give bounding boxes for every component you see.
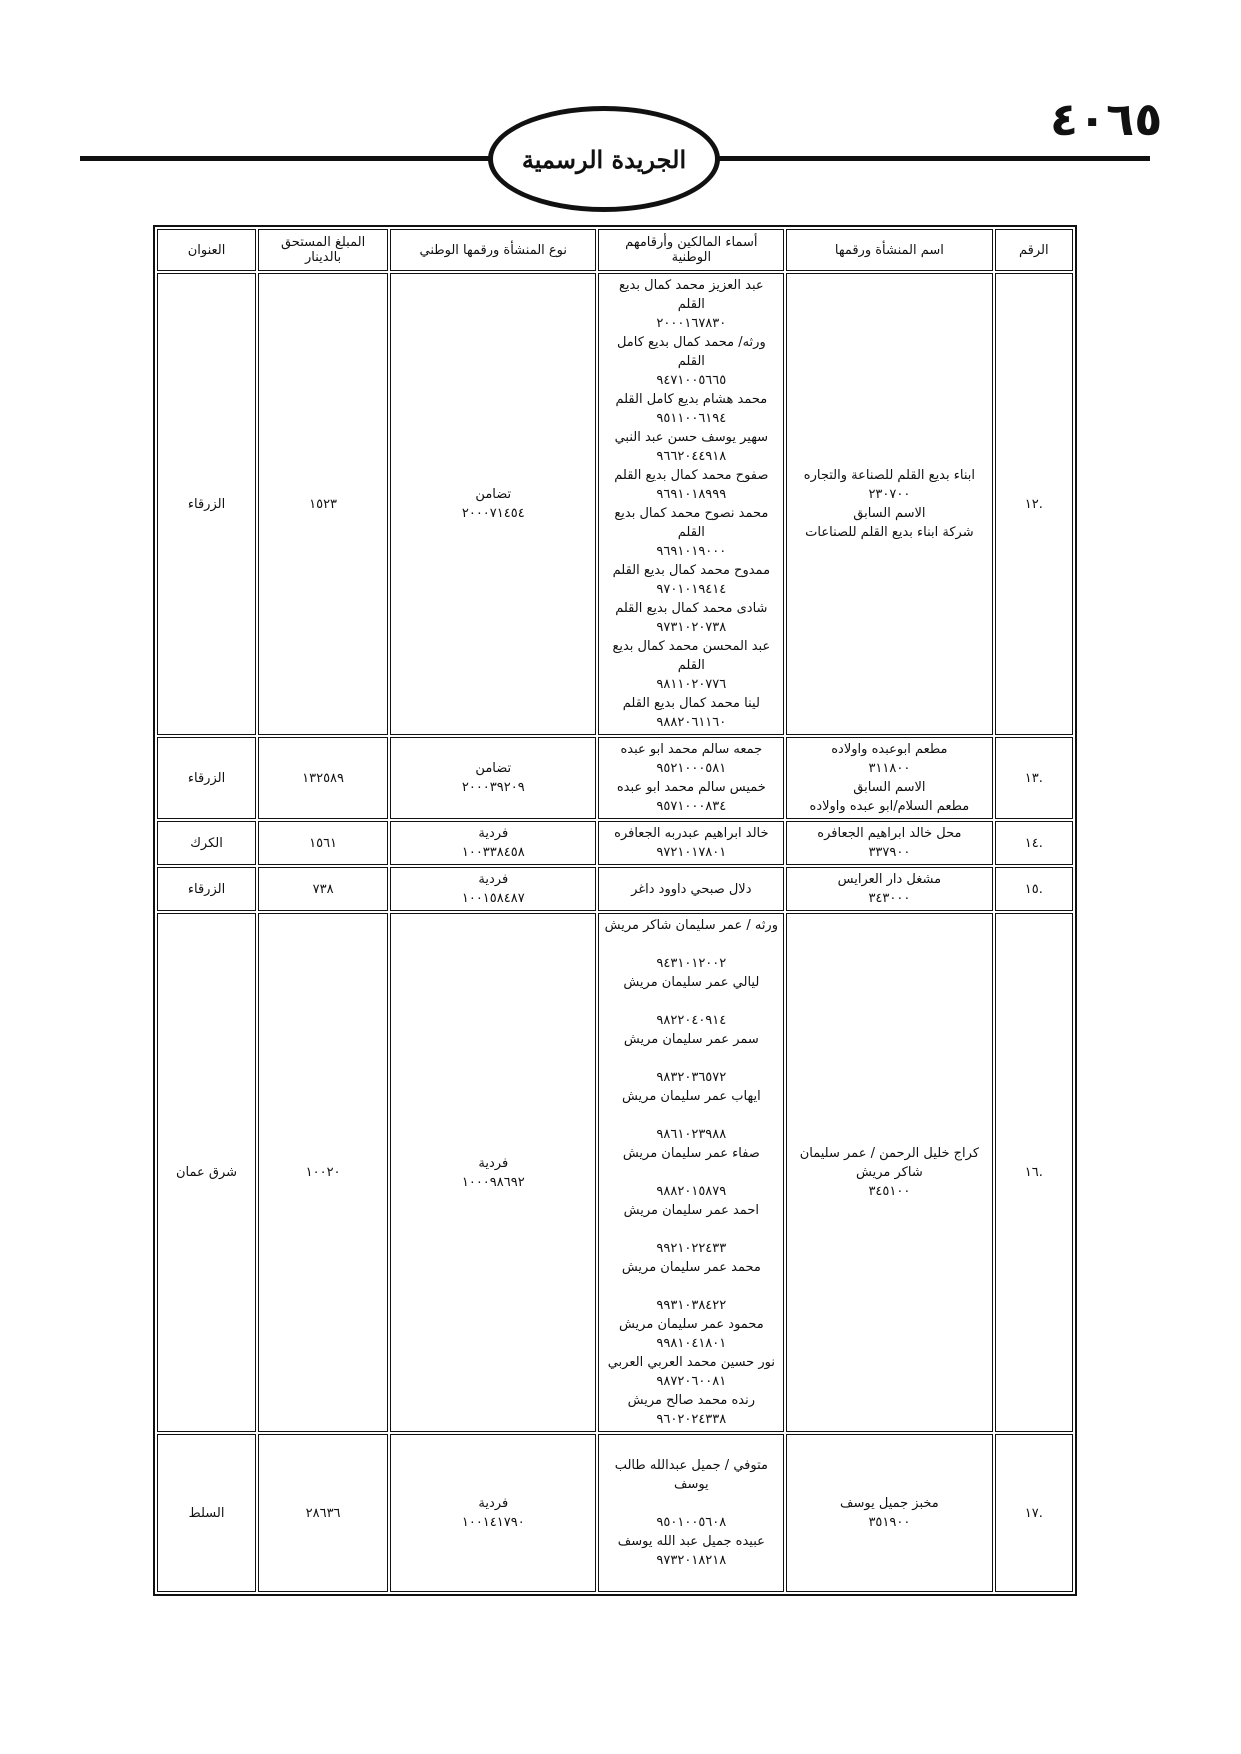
- spacer: [603, 1106, 779, 1125]
- owner-national-id: ٩٩٢١٠٢٢٤٣٣: [656, 1241, 727, 1256]
- owner-name: ممدوح محمد كمال بديع القلم: [612, 563, 771, 578]
- establishment-line: مشغل دار العرايس: [837, 872, 942, 887]
- address: السلط: [188, 1505, 225, 1521]
- cell-amount: [258, 1434, 388, 1592]
- owner-name: نور حسين محمد العربي العربي: [607, 1355, 775, 1370]
- table-row: [157, 913, 1073, 1432]
- owner-name: سمر عمر سليمان مريش: [623, 1032, 759, 1047]
- owner-national-id: ٩٥١١٠٠٦١٩٤: [656, 411, 727, 426]
- owner-national-id: ٩٨٣٢٠٣٦٥٧٢: [656, 1070, 727, 1085]
- owner-name: خميس سالم محمد ابو عبده: [616, 780, 766, 795]
- owner-name: شادى محمد كمال بديع القلم: [615, 601, 768, 616]
- table-row: [157, 821, 1073, 865]
- owner-national-id: ٩٩٣١٠٣٨٤٢٢: [656, 1298, 727, 1313]
- cell-owners: [598, 737, 784, 819]
- table-row: [157, 273, 1073, 735]
- cell-type: [390, 273, 596, 735]
- owner-name: عبد المحسن محمد كمال بديع القلم: [612, 639, 771, 673]
- owner-name: احمد عمر سليمان مريش: [623, 1203, 759, 1218]
- cell-number: [995, 913, 1073, 1432]
- establishment-line: مطعم ابوعبده واولاده: [831, 742, 948, 757]
- owner-name: ليالي عمر سليمان مريش: [623, 975, 760, 990]
- header-amount: المبلغ المستحق بالدينار: [258, 229, 388, 271]
- masthead-title: الجريدة الرسمية: [521, 144, 687, 174]
- header-number: الرقم: [995, 229, 1073, 271]
- owner-national-id: ٩٦٩١٠١٨٩٩٩: [656, 487, 727, 502]
- cell-address: [157, 737, 256, 819]
- spacer: [603, 1220, 779, 1239]
- cell-number: [995, 737, 1073, 819]
- cell-type: [390, 737, 596, 819]
- cell-type: [390, 913, 596, 1432]
- row-number: .١٣: [1024, 770, 1043, 786]
- cell-owners: [598, 913, 784, 1432]
- owner-national-id: ٩٧٣١٠٢٠٧٣٨: [656, 620, 727, 635]
- spacer: [603, 1277, 779, 1296]
- cell-amount: [258, 913, 388, 1432]
- table-row: [157, 737, 1073, 819]
- table-row: [157, 867, 1073, 911]
- establishment-line: شركة ابناء بديع القلم للصناعات: [805, 525, 974, 540]
- cell-type: [390, 1434, 596, 1592]
- owner-name: متوفي / جميل عبدالله طالب يوسف: [614, 1458, 768, 1492]
- cell-establishment: [786, 913, 992, 1432]
- establishment-national-id: ١٠٠١٥٨٤٨٧: [461, 891, 525, 906]
- cell-amount: [258, 737, 388, 819]
- owner-name: عبيده جميل عبد الله يوسف: [617, 1534, 765, 1549]
- owner-name: صفوح محمد كمال بديع القلم: [614, 468, 769, 483]
- row-number: .١٧: [1024, 1505, 1043, 1521]
- owner-name: جمعه سالم محمد ابو عبده: [620, 742, 763, 757]
- owner-national-id: ٩٥٧١٠٠٠٨٣٤: [656, 799, 727, 814]
- cell-owners: [598, 273, 784, 735]
- establishment-national-id: ١٠٠٠٩٨٦٩٢: [461, 1174, 525, 1190]
- owner-national-id: ٩٦٠٢٠٢٤٣٣٨: [656, 1412, 727, 1427]
- owner-national-id: ٩٨٨٢٠٦١١٦٠: [656, 715, 727, 730]
- owner-national-id: ٩٨٢٢٠٤٠٩١٤: [656, 1013, 727, 1028]
- table-body: [157, 273, 1073, 1592]
- establishment-line: مطعم السلام/ابو عبده واولاده: [809, 799, 970, 814]
- owner-name: ورثه/ محمد كمال بديع كامل القلم: [616, 335, 766, 369]
- establishment-type: تضامن: [475, 487, 512, 502]
- gazette-masthead: [488, 106, 720, 212]
- cell-type: [390, 867, 596, 911]
- establishment-type: فردية: [478, 1155, 509, 1171]
- owner-name: محمد عمر سليمان مريش: [621, 1260, 761, 1275]
- cell-amount: [258, 867, 388, 911]
- cell-establishment: [786, 1434, 992, 1592]
- row-number: .١٦: [1024, 1165, 1043, 1180]
- establishment-line: ابناء بديع القلم للصناعة والتجاره: [803, 468, 975, 483]
- establishment-line: ٣١١٨٠٠: [868, 761, 911, 776]
- establishment-line: محل خالد ابراهيم الجعافره: [817, 826, 962, 841]
- table-row: [157, 1434, 1073, 1592]
- spacer: [603, 992, 779, 1011]
- amount-due: ١٠٠٢٠: [305, 1165, 341, 1180]
- owner-name: صفاء عمر سليمان مريش: [622, 1146, 760, 1161]
- owner-national-id: ٩٥٠١٠٠٥٦٠٨: [656, 1515, 727, 1530]
- owner-national-id: ٩٦٦٢٠٤٤٩١٨: [656, 449, 727, 464]
- owner-national-id: ٢٠٠٠١٦٧٨٣٠: [656, 316, 727, 331]
- owner-national-id: ٩٤٧١٠٠٥٦٦٥: [656, 373, 727, 388]
- cell-address: [157, 913, 256, 1432]
- owner-name: ورثه / عمر سليمان شاكر مريش: [604, 918, 778, 933]
- owner-national-id: ٩٦٩١٠١٩٠٠٠: [656, 544, 727, 559]
- owner-national-id: ٩٧٣٢٠١٨٢١٨: [656, 1553, 727, 1568]
- establishment-line: ٢٣٠٧٠٠: [868, 487, 911, 502]
- amount-due: ٢٨٦٣٦: [305, 1505, 341, 1521]
- owner-name: سهير يوسف حسن عبد النبي: [614, 430, 769, 445]
- owner-name: لينا محمد كمال بديع القلم: [622, 696, 760, 711]
- amount-due: ١٥٢٣: [309, 496, 338, 512]
- owner-name: محمد هشام بديع كامل القلم: [615, 392, 768, 407]
- establishment-type: تضامن: [475, 761, 512, 776]
- establishments-table: [153, 225, 1077, 1596]
- row-number: .١٤: [1024, 835, 1043, 851]
- owner-name: محمود عمر سليمان مريش: [618, 1317, 764, 1332]
- amount-due: ٧٣٨: [312, 881, 334, 897]
- address: الزرقاء: [187, 496, 226, 512]
- spacer: [603, 1494, 779, 1513]
- header-establishment: اسم المنشأة ورقمها: [786, 229, 992, 271]
- establishment-line: ٣٤٥١٠٠: [868, 1184, 911, 1199]
- establishment-line: ٣٣٧٩٠٠: [868, 845, 911, 860]
- owner-name: عبد العزيز محمد كمال بديع القلم: [619, 278, 764, 312]
- cell-owners: [598, 821, 784, 865]
- row-number: .١٢: [1024, 496, 1043, 512]
- owner-name: محمد نصوح محمد كمال بديع القلم: [614, 506, 769, 540]
- owner-name: رنده محمد صالح مريش: [627, 1393, 755, 1408]
- cell-owners: [598, 1434, 784, 1592]
- cell-address: [157, 273, 256, 735]
- establishment-type: فردية: [478, 1496, 509, 1511]
- cell-number: [995, 273, 1073, 735]
- cell-owners: [598, 867, 784, 911]
- header-address: العنوان: [157, 229, 256, 271]
- owner-national-id: ٩٨٧٢٠٦٠٠٨١: [656, 1374, 727, 1389]
- cell-number: [995, 821, 1073, 865]
- cell-type: [390, 821, 596, 865]
- owner-national-id: ٩٨٦١٠٢٣٩٨٨: [656, 1127, 727, 1142]
- cell-establishment: [786, 867, 992, 911]
- owner-national-id: ٩٨١١٠٢٠٧٧٦: [656, 677, 727, 692]
- establishment-line: كراج خليل الرحمن / عمر سليمان شاكر مريش: [799, 1146, 980, 1180]
- spacer: [603, 1049, 779, 1068]
- owner-name: خالد ابراهيم عبدربه الجعافره: [614, 826, 769, 841]
- spacer: [603, 935, 779, 954]
- owner-national-id: ٩٨٨٢٠١٥٨٧٩: [656, 1184, 727, 1199]
- row-number: .١٥: [1024, 881, 1043, 897]
- cell-address: [157, 1434, 256, 1592]
- establishment-type: فردية: [478, 826, 509, 841]
- owner-national-id: ٩٤٣١٠١٢٠٠٢: [656, 956, 727, 971]
- owner-national-id: ٩٧٠١٠١٩٤١٤: [656, 582, 727, 597]
- establishment-line: الاسم السابق: [853, 780, 926, 795]
- cell-amount: [258, 821, 388, 865]
- table-header-row: [157, 229, 1073, 271]
- amount-due: ١٣٢٥٨٩: [302, 770, 345, 786]
- establishment-type: فردية: [478, 872, 509, 887]
- cell-address: [157, 821, 256, 865]
- owner-national-id: ٩٧٢١٠١٧٨٠١: [656, 845, 727, 860]
- establishment-national-id: ١٠٠٣٣٨٤٥٨: [461, 845, 525, 860]
- establishment-line: مخبز جميل يوسف: [840, 1496, 939, 1511]
- header-owners: أسماء المالكين وأرقامهم الوطنية: [598, 229, 784, 271]
- address: الكرك: [190, 835, 223, 851]
- page-number: ٤٠٦٥: [1050, 92, 1163, 146]
- owner-name: دلال صبحي داوود داغر: [631, 881, 752, 897]
- establishment-line: الاسم السابق: [853, 506, 926, 521]
- establishment-national-id: ١٠٠١٤١٧٩٠: [461, 1515, 525, 1530]
- establishment-line: ٣٤٣٠٠٠: [868, 891, 911, 906]
- amount-due: ١٥٦١: [309, 835, 338, 851]
- establishment-line: ٣٥١٩٠٠: [868, 1515, 911, 1530]
- owner-national-id: ٩٩٨١٠٤١٨٠١: [656, 1336, 727, 1351]
- cell-number: [995, 867, 1073, 911]
- cell-establishment: [786, 273, 992, 735]
- cell-amount: [258, 273, 388, 735]
- cell-address: [157, 867, 256, 911]
- address: الزرقاء: [187, 881, 226, 897]
- spacer: [603, 1163, 779, 1182]
- establishment-national-id: ٢٠٠٠٣٩٢٠٩: [461, 780, 525, 795]
- cell-establishment: [786, 737, 992, 819]
- header-type: نوع المنشأة ورقمها الوطني: [390, 229, 596, 271]
- cell-establishment: [786, 821, 992, 865]
- establishment-national-id: ٢٠٠٠٧١٤٥٤: [461, 506, 525, 521]
- owner-name: ايهاب عمر سليمان مريش: [621, 1089, 761, 1104]
- cell-number: [995, 1434, 1073, 1592]
- address: شرق عمان: [176, 1165, 238, 1180]
- owner-national-id: ٩٥٢١٠٠٠٥٨١: [656, 761, 727, 776]
- address: الزرقاء: [187, 770, 226, 786]
